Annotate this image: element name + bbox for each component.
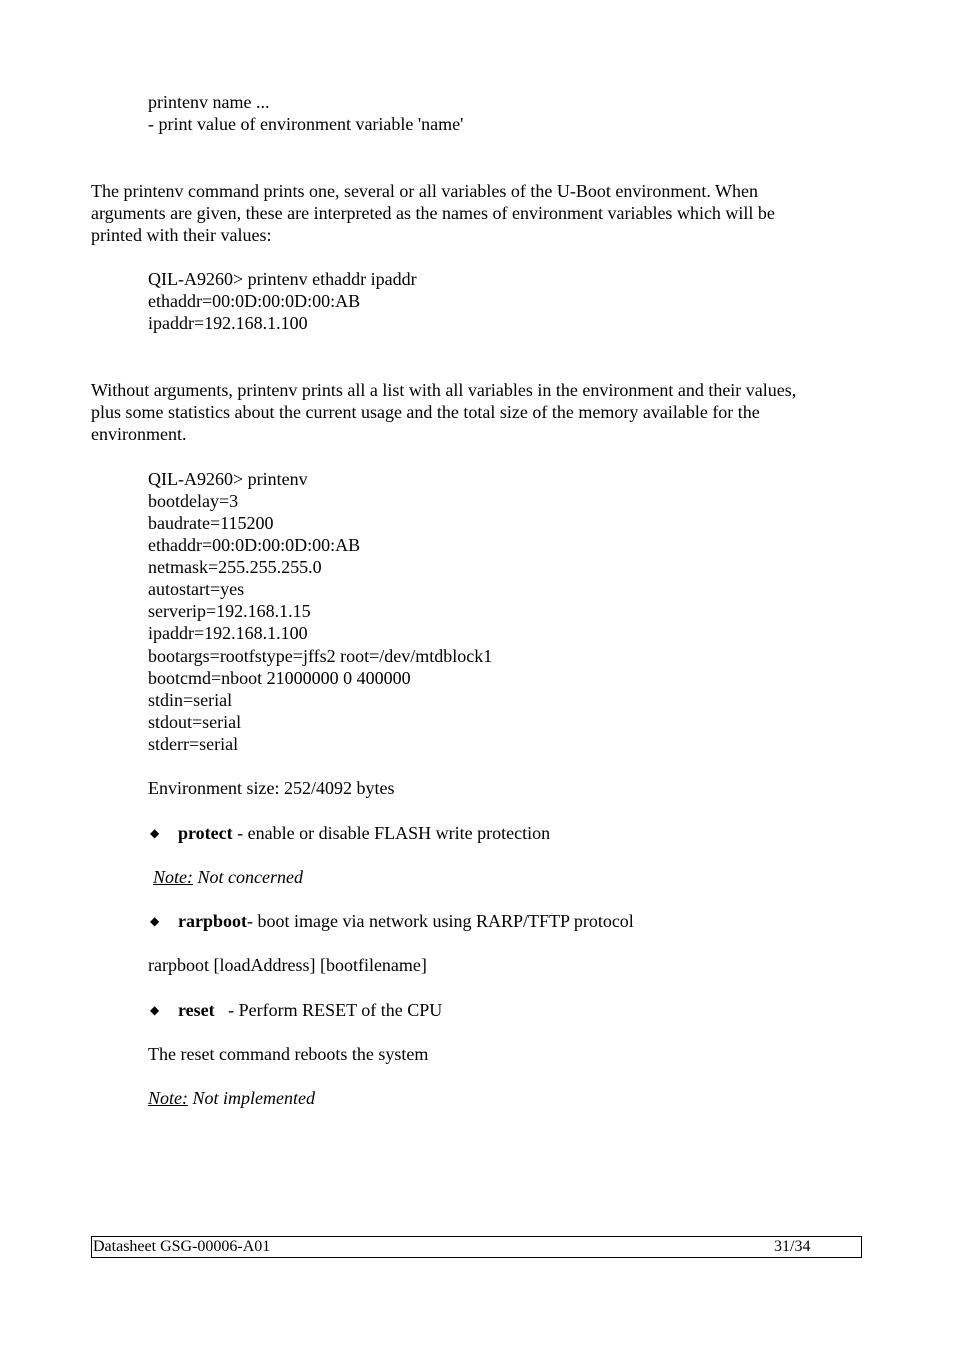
note-text: Not implemented: [188, 1088, 315, 1108]
rarpboot-usage: rarpboot [loadAddress] [bootfilename]: [148, 955, 427, 975]
protect-note: [153, 866, 303, 888]
example2-line: bootcmd=nboot 21000000 0 400000: [148, 668, 411, 688]
protect-item: [178, 822, 550, 844]
example2-line: ipaddr=192.168.1.100: [148, 623, 308, 643]
noarg-line-3: environment.: [91, 424, 187, 444]
example2-line: serverip=192.168.1.15: [148, 601, 311, 621]
usage-syntax: printenv name ...: [148, 92, 270, 112]
example2-line: QIL-A9260> printenv: [148, 469, 308, 489]
example2-line: stdin=serial: [148, 690, 233, 710]
example1-line: ipaddr=192.168.1.100: [148, 313, 308, 333]
example2-line: stdout=serial: [148, 712, 242, 732]
rarpboot-command: rarpboot: [178, 911, 247, 931]
footer-doc-id: Datasheet GSG-00006-A01: [93, 1238, 271, 1255]
example2-line: netmask=255.255.255.0: [148, 557, 322, 577]
example1-line: QIL-A9260> printenv ethaddr ipaddr: [148, 269, 417, 289]
env-size: Environment size: 252/4092 bytes: [148, 778, 395, 798]
intro-line-1: The printenv command prints one, several or all variables of the U-Boot environment. When: [91, 181, 758, 201]
noarg-line-1: Without arguments, printenv prints all a list with all variables in the environment and their values,: [91, 380, 797, 400]
example2-line: baudrate=115200: [148, 513, 274, 533]
reset-item: [178, 999, 442, 1021]
usage-description: - print value of environment variable 'name': [148, 114, 464, 134]
intro-line-2: arguments are given, these are interpreted as the names of environment variables which will be: [91, 203, 775, 223]
noarg-line-2: plus some statistics about the current usage and the total size of the memory available for the: [91, 402, 760, 422]
rarpboot-description: - boot image via network using RARP/TFTP protocol: [247, 911, 634, 931]
bullet-diamond-icon: ◆: [150, 826, 160, 840]
intro-line-3: printed with their values:: [91, 225, 272, 245]
example2-line: ethaddr=00:0D:00:0D:00:AB: [148, 535, 361, 555]
reset-note: [148, 1087, 315, 1109]
bullet-diamond-icon: ◆: [150, 914, 160, 928]
example2-line: autostart=yes: [148, 579, 245, 599]
footer-page-number: 31/34: [774, 1238, 811, 1255]
example2-line: bootdelay=3: [148, 491, 239, 511]
protect-command: protect: [178, 823, 233, 843]
example2-line: bootargs=rootfstype=jffs2 root=/dev/mtdblock1: [148, 646, 493, 666]
rarpboot-item: [178, 910, 634, 932]
note-label: Note:: [148, 1088, 188, 1108]
reset-command: reset: [178, 1000, 215, 1020]
protect-description: - enable or disable FLASH write protection: [232, 823, 551, 843]
reset-body: The reset command reboots the system: [148, 1044, 429, 1064]
example1-line: ethaddr=00:0D:00:0D:00:AB: [148, 291, 361, 311]
note-label: Note:: [153, 867, 193, 887]
reset-description: - Perform RESET of the CPU: [214, 1000, 443, 1020]
bullet-diamond-icon: ◆: [150, 1003, 160, 1017]
page-footer: [91, 1236, 862, 1258]
example2-line: stderr=serial: [148, 734, 239, 754]
note-text: Not concerned: [193, 867, 303, 887]
